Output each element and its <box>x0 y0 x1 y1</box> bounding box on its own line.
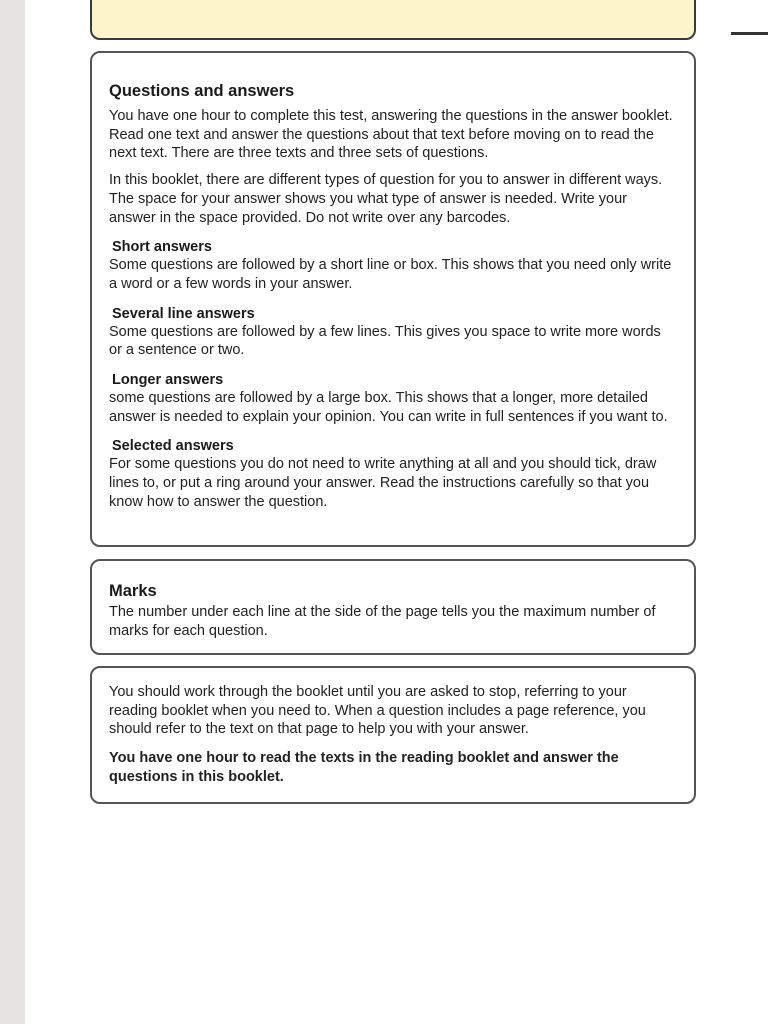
final-instructions-bold: You have one hour to read the texts in the reading booklet and answer the questions in this booklet. <box>109 750 619 785</box>
qa-intro-1: You have one hour to complete this test, answering the questions in the answer booklet. Read one text and answer the questions about that text before moving on to read the next text. There are three texts and three sets of questions. <box>109 108 673 162</box>
longer-answers-heading: Longer answers <box>112 372 224 389</box>
short-answers-heading: Short answers <box>112 239 212 256</box>
final-instructions-text: You should work through the booklet until you are asked to stop, referring to your reading booklet when you need to. When a question includes a page reference, you should refer to the text on that page to help you with your answer. <box>109 684 646 738</box>
longer-answers-text: some questions are followed by a large box. This shows that a longer, more detailed answer is needed to explain your opinion. You can write in full sentences if you want to. <box>109 390 668 425</box>
several-line-answers-text: Some questions are followed by a few lines. This gives you space to write more words or a sentence or two. <box>109 323 661 359</box>
questions-and-answers-box <box>90 51 696 547</box>
page-left-margin <box>0 0 25 1024</box>
top-yellow-box <box>90 0 696 40</box>
qa-title: Questions and answers <box>109 82 295 100</box>
margin-line-mark <box>731 32 768 35</box>
marks-text: The number under each line at the side of the page tells you the maximum number of marks for each question. <box>109 604 656 639</box>
short-answers-text: Some questions are followed by a short line or box. This shows that you need only write a word or a few words in your answer. <box>109 257 672 292</box>
marks-title: Marks <box>109 582 157 600</box>
final-instructions-box <box>90 666 696 804</box>
marks-box <box>90 559 696 655</box>
qa-intro-2: In this booklet, there are different types of question for you to answer in different ways. The space for your answer shows you what type of answer is needed. Write your answer in the space provided. Do not write over any barcodes. <box>109 172 663 226</box>
several-line-answers-heading: Several line answers <box>112 305 255 322</box>
selected-answers-heading: Selected answers <box>112 438 234 455</box>
selected-answers-text: For some questions you do not need to write anything at all and you should tick, draw lines to, or put a ring around your answer. Read the instructions carefully so that you know how to answer the question. <box>109 456 657 510</box>
